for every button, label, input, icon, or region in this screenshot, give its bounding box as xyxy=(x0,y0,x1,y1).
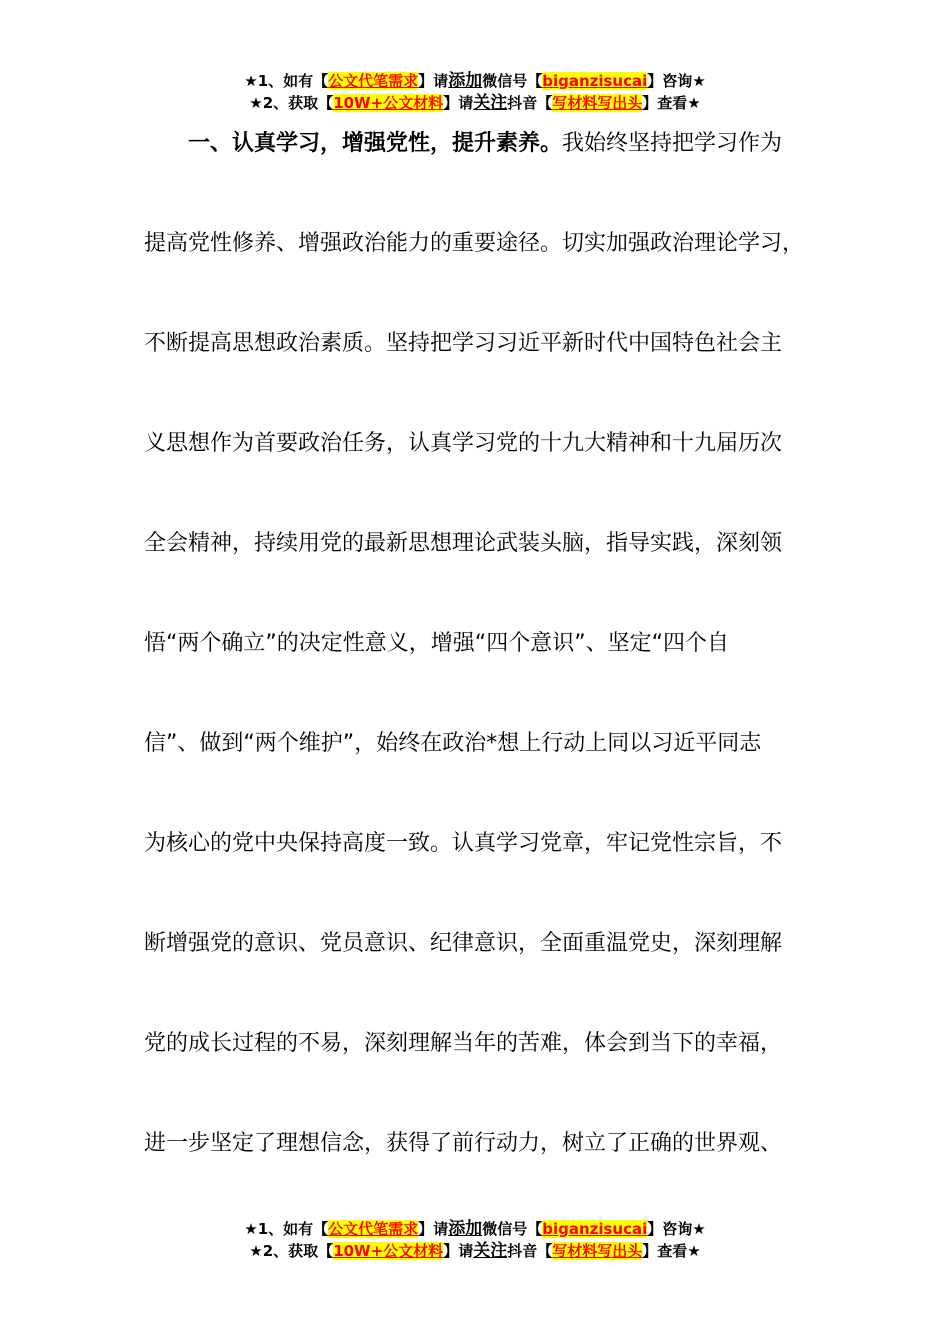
underlined-action: 关注 xyxy=(473,1241,508,1261)
body-line-7: 信”、做到“两个维护”，始终在政治*想上行动上同以习近平同志 xyxy=(144,731,762,756)
notice-text: 】请 xyxy=(443,94,474,112)
notice-text: 抖音【 xyxy=(507,94,553,112)
notice-text: 】请 xyxy=(418,72,449,90)
notice-text: 】请 xyxy=(418,1220,449,1238)
notice-text: 微信号【 xyxy=(482,72,543,90)
notice-text: 微信号【 xyxy=(482,1220,543,1238)
notice-text: ★1、如有【 xyxy=(244,72,329,90)
underlined-action: 添加 xyxy=(448,1219,483,1239)
highlight-materials: 10W+公文材料 xyxy=(333,1242,444,1260)
body-line-4: 义思想作为首要政治任务，认真学习党的十九大精神和十九届历次 xyxy=(144,431,783,456)
underlined-action: 添加 xyxy=(448,71,483,91)
notice-text: 】查看★ xyxy=(642,1242,701,1260)
notice-text: 】查看★ xyxy=(642,94,701,112)
footer-notice-line-2 xyxy=(0,1240,950,1262)
notice-text: ★2、获取【 xyxy=(249,94,334,112)
header-notice-line-2 xyxy=(0,92,950,114)
body-line-3: 不断提高思想政治素质。坚持把学习习近平新时代中国特色社会主 xyxy=(144,331,783,356)
body-line-1 xyxy=(144,126,834,226)
highlight-wechat-id: biganzisucai xyxy=(542,1220,648,1238)
notice-text: 】请 xyxy=(443,1242,474,1260)
notice-text: 】咨询★ xyxy=(647,1220,706,1238)
highlight-douyin-account: 写材料写出头 xyxy=(552,94,643,112)
highlight-service: 公文代笔需求 xyxy=(328,1220,419,1238)
body-text: 我始终坚持把学习作为 xyxy=(562,131,783,156)
document-body xyxy=(144,126,834,1226)
notice-text: ★2、获取【 xyxy=(249,1242,334,1260)
highlight-wechat-id: biganzisucai xyxy=(542,72,648,90)
highlight-douyin-account: 写材料写出头 xyxy=(552,1242,643,1260)
footer-notice-line-1 xyxy=(0,1218,950,1240)
highlight-materials: 10W+公文材料 xyxy=(333,94,444,112)
body-line-5: 全会精神，持续用党的最新思想理论武装头脑，指导实践，深刻领 xyxy=(144,531,783,556)
body-line-8: 为核心的党中央保持高度一致。认真学习党章，牢记党性宗旨，不 xyxy=(144,831,783,856)
section-heading: 一、认真学习，增强党性，提升素养。 xyxy=(188,131,563,156)
highlight-service: 公文代笔需求 xyxy=(328,72,419,90)
body-line-11: 进一步坚定了理想信念，获得了前行动力，树立了正确的世界观、 xyxy=(144,1131,783,1156)
body-line-9: 断增强党的意识、党员意识、纪律意识，全面重温党史，深刻理解 xyxy=(144,931,783,956)
footer-notice xyxy=(0,1218,950,1262)
body-line-2: 提高党性修养、增强政治能力的重要途径。切实加强政治理论学习， xyxy=(144,231,805,256)
underlined-action: 关注 xyxy=(473,93,508,113)
header-notice-line-1 xyxy=(0,70,950,92)
notice-text: ★1、如有【 xyxy=(244,1220,329,1238)
body-line-10: 党的成长过程的不易，深刻理解当年的苦难，体会到当下的幸福， xyxy=(144,1031,783,1056)
notice-text: 】咨询★ xyxy=(647,72,706,90)
header-notice xyxy=(0,70,950,114)
notice-text: 抖音【 xyxy=(507,1242,553,1260)
body-line-6: 悟“两个确立”的决定性意义，增强“四个意识”、坚定“四个自 xyxy=(144,631,729,656)
